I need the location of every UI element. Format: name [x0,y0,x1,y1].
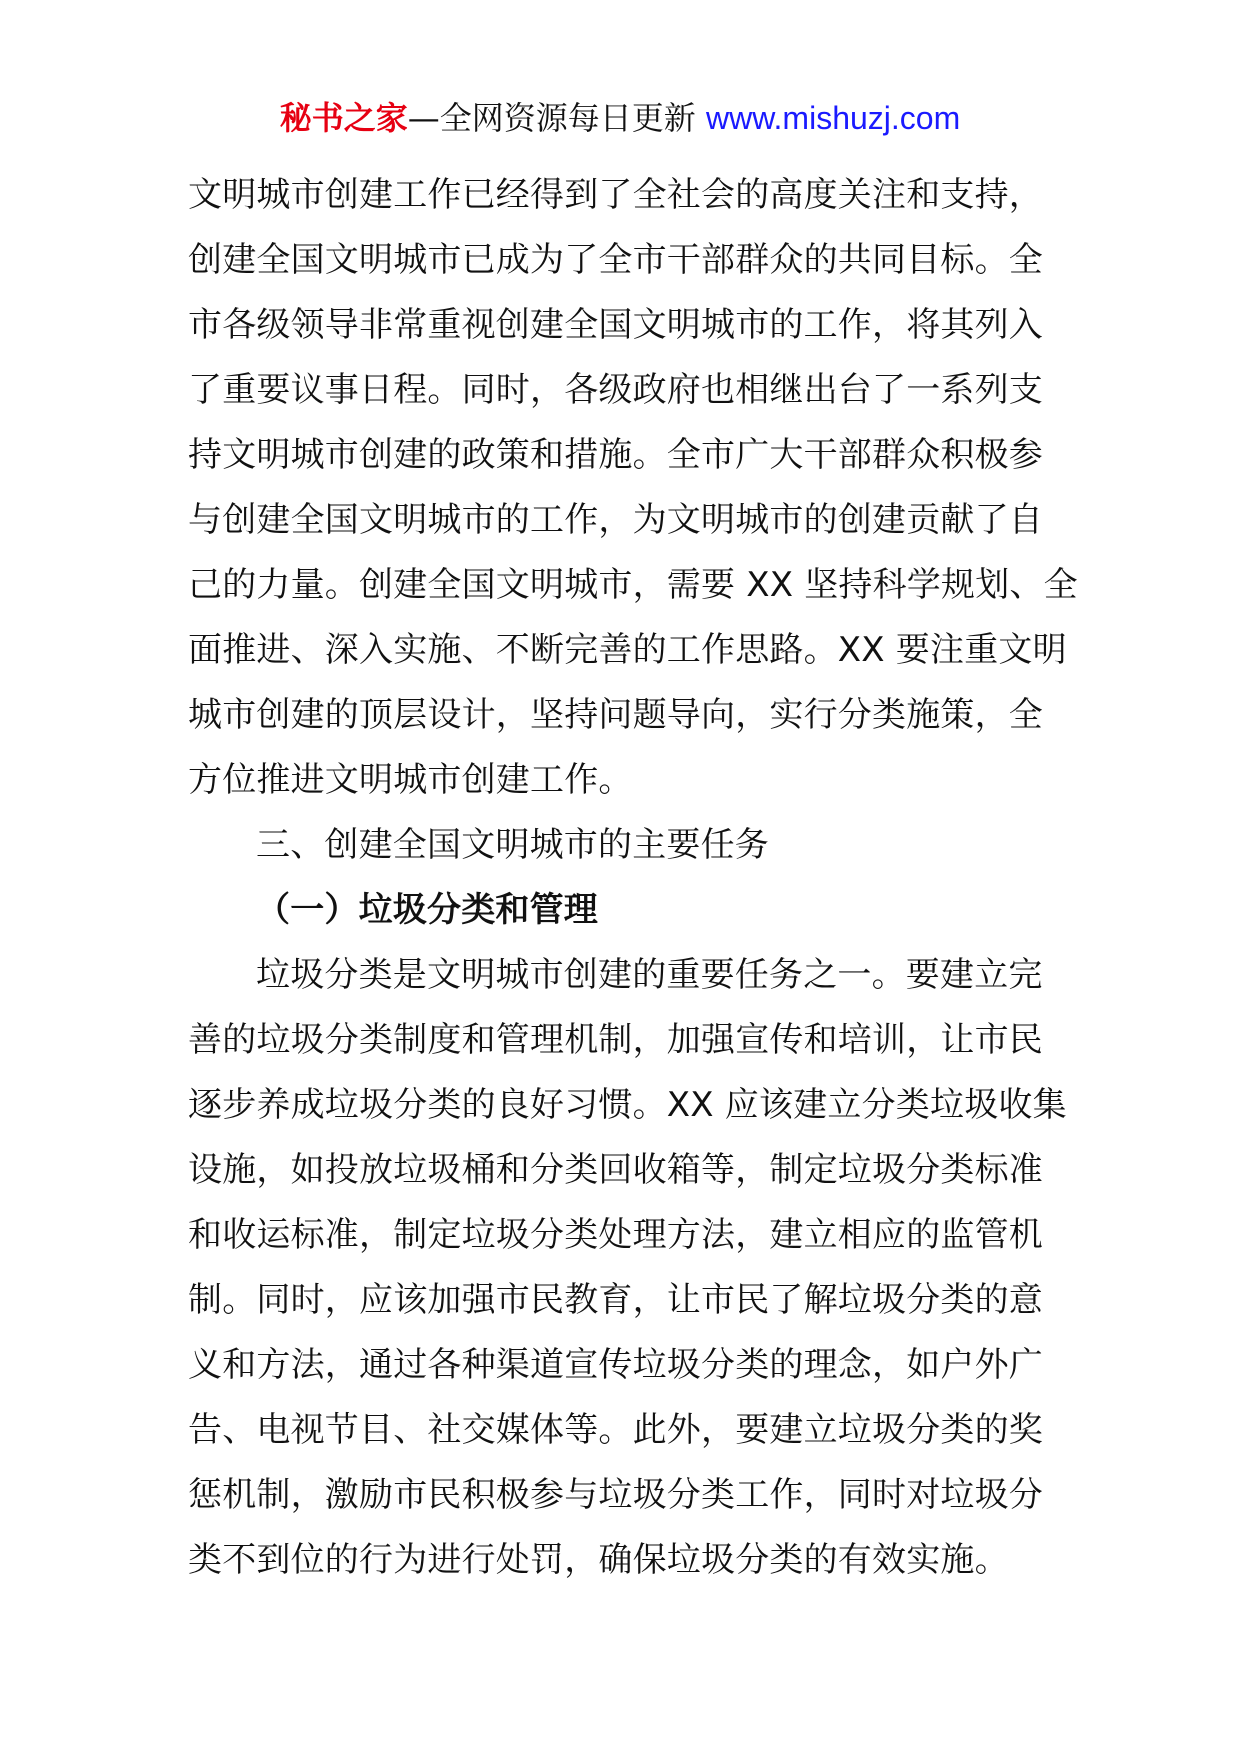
paragraph-line: 善的垃圾分类制度和管理机制，加强宣传和培训，让市民 [188,1020,1043,1060]
paragraph-line: 方位推进文明城市创建工作。 [188,760,633,800]
brand-name: 秘书之家 [279,99,408,137]
paragraph-line: 持文明城市创建的政策和措施。全市广大干部群众积极参 [188,435,1043,475]
document-body [188,163,1078,1593]
header-tagline: —全网资源每日更新 [407,99,706,137]
paragraph-line: 了重要议事日程。同时，各级政府也相继出台了一系列支 [188,370,1043,410]
paragraph-line: 和收运标准，制定垃圾分类处理方法，建立相应的监管机 [188,1215,1043,1255]
paragraph-line: 设施，如投放垃圾桶和分类回收箱等，制定垃圾分类标准 [188,1150,1043,1190]
paragraph-line: 创建全国文明城市已成为了全市干部群众的共同目标。全 [188,240,1043,280]
paragraph-line: 城市创建的顶层设计，坚持问题导向，实行分类施策，全 [188,695,1043,735]
page-header [0,98,1240,138]
paragraph-line: 告、电视节目、社交媒体等。此外，要建立垃圾分类的奖 [188,1410,1043,1450]
paragraph-line: 与创建全国文明城市的工作，为文明城市的创建贡献了自 [188,500,1043,540]
paragraph-line: 类不到位的行为进行处罚，确保垃圾分类的有效实施。 [188,1540,1009,1580]
website-link[interactable]: www.mishuzj.com [705,100,961,136]
paragraph-line: 逐步养成垃圾分类的良好习惯。XX 应该建立分类垃圾收集 [188,1085,1067,1125]
paragraph-line: 惩机制，激励市民积极参与垃圾分类工作，同时对垃圾分 [188,1475,1043,1515]
paragraph-line: 己的力量。创建全国文明城市，需要 XX 坚持科学规划、全 [188,565,1078,605]
paragraph-line: 文明城市创建工作已经得到了全社会的高度关注和支持， [188,175,1043,215]
paragraph-line: 义和方法，通过各种渠道宣传垃圾分类的理念，如户外广 [188,1345,1043,1385]
paragraph-line: 市各级领导非常重视创建全国文明城市的工作，将其列入 [188,305,1043,345]
subsection-heading: （一）垃圾分类和管理 [256,890,598,930]
paragraph-line: 垃圾分类是文明城市创建的重要任务之一。要建立完 [256,955,1043,995]
paragraph-line: 面推进、深入实施、不断完善的工作思路。XX 要注重文明 [188,630,1067,670]
section-heading: 三、创建全国文明城市的主要任务 [256,825,769,865]
paragraph-line: 制。同时，应该加强市民教育，让市民了解垃圾分类的意 [188,1280,1043,1320]
